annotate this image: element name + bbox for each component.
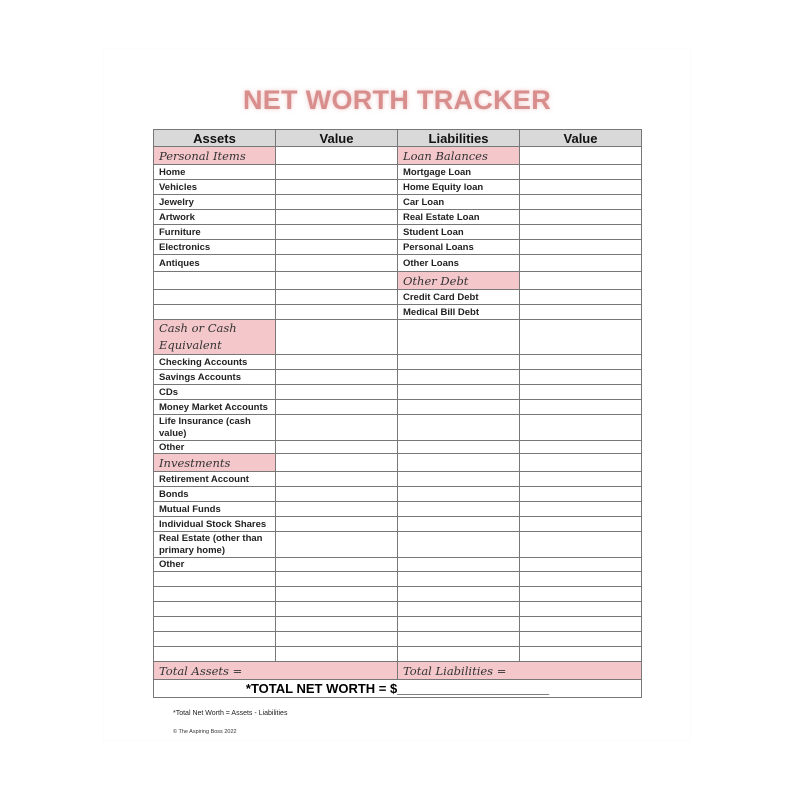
table-row [154, 180, 642, 195]
page-title: NET WORTH TRACKER [242, 85, 552, 115]
value-cell[interactable] [520, 558, 642, 572]
asset-label: Other [154, 441, 276, 454]
asset-label: Artwork [154, 210, 276, 225]
loan-balances-heading: Loan Balances [398, 147, 520, 165]
table-row [154, 532, 642, 558]
value-cell[interactable] [520, 532, 642, 558]
table-row [154, 355, 642, 370]
blank-cell[interactable] [154, 632, 276, 647]
value-cell[interactable] [276, 572, 398, 587]
value-cell[interactable] [520, 355, 642, 370]
total-liabilities-field[interactable]: Total Liabilities = [398, 662, 642, 680]
value-cell[interactable] [276, 210, 398, 225]
value-cell[interactable] [276, 305, 398, 320]
value-cell[interactable] [520, 647, 642, 662]
value-cell[interactable] [276, 454, 398, 472]
cash-heading: Cash or Cash Equivalent [154, 320, 276, 355]
table-row [154, 195, 642, 210]
net-worth-table [153, 129, 642, 698]
blank-cell[interactable] [398, 385, 520, 400]
table-row [154, 632, 642, 647]
asset-label: Home [154, 165, 276, 180]
value-cell[interactable] [276, 441, 398, 454]
asset-label: Real Estate (other than primary home) [154, 532, 276, 558]
value-cell[interactable] [520, 454, 642, 472]
blank-cell[interactable] [398, 572, 520, 587]
value-cell[interactable] [276, 195, 398, 210]
liability-label: Other Loans [398, 255, 520, 272]
value-cell[interactable] [276, 225, 398, 240]
asset-label: Antiques [154, 255, 276, 272]
blank-cell[interactable] [154, 602, 276, 617]
assets-header: Assets [154, 130, 276, 147]
table-row [154, 240, 642, 255]
value-cell[interactable] [520, 472, 642, 487]
value-cell[interactable] [276, 532, 398, 558]
value-cell[interactable] [276, 385, 398, 400]
value-cell[interactable] [276, 320, 398, 355]
liability-value-header: Value [520, 130, 642, 147]
table-row [154, 415, 642, 441]
asset-label: Retirement Account [154, 472, 276, 487]
asset-label: Electronics [154, 240, 276, 255]
header-row [154, 130, 642, 147]
value-cell[interactable] [276, 487, 398, 502]
value-cell[interactable] [520, 441, 642, 454]
liability-label: Real Estate Loan [398, 210, 520, 225]
value-cell[interactable] [520, 272, 642, 290]
value-cell[interactable] [520, 180, 642, 195]
value-cell[interactable] [276, 502, 398, 517]
blank-cell[interactable] [398, 400, 520, 415]
value-cell[interactable] [520, 225, 642, 240]
blank-cell[interactable] [398, 602, 520, 617]
value-cell[interactable] [276, 240, 398, 255]
liability-label: Medical Bill Debt [398, 305, 520, 320]
value-cell[interactable] [276, 290, 398, 305]
blank-cell[interactable] [398, 587, 520, 602]
table-row [154, 472, 642, 487]
table-row [154, 165, 642, 180]
personal-items-heading: Personal Items [154, 147, 276, 165]
table-row [154, 370, 642, 385]
asset-label: Bonds [154, 487, 276, 502]
value-cell[interactable] [276, 517, 398, 532]
value-cell[interactable] [520, 602, 642, 617]
liability-label: Student Loan [398, 225, 520, 240]
value-cell[interactable] [520, 165, 642, 180]
value-cell[interactable] [520, 240, 642, 255]
table-row [154, 572, 642, 587]
value-cell[interactable] [276, 587, 398, 602]
liability-label: Mortgage Loan [398, 165, 520, 180]
asset-label: CDs [154, 385, 276, 400]
liability-label: Home Equity loan [398, 180, 520, 195]
blank-cell[interactable] [398, 355, 520, 370]
asset-label: Life Insurance (cash value) [154, 415, 276, 441]
blank-cell[interactable] [398, 441, 520, 454]
blank-cell[interactable] [154, 290, 276, 305]
value-cell[interactable] [520, 617, 642, 632]
asset-label: Furniture [154, 225, 276, 240]
value-cell[interactable] [520, 632, 642, 647]
table-row [154, 255, 642, 272]
blank-cell[interactable] [154, 272, 276, 290]
blank-cell[interactable] [154, 305, 276, 320]
value-cell[interactable] [520, 290, 642, 305]
blank-cell[interactable] [398, 472, 520, 487]
blank-cell[interactable] [398, 454, 520, 472]
blank-cell[interactable] [398, 370, 520, 385]
table-row [154, 647, 642, 662]
table-row [154, 602, 642, 617]
value-cell[interactable] [276, 147, 398, 165]
value-cell[interactable] [520, 305, 642, 320]
blank-cell[interactable] [154, 617, 276, 632]
asset-label: Mutual Funds [154, 502, 276, 517]
copyright: © The Aspiring Boss 2022 [173, 729, 237, 735]
liability-label: Personal Loans [398, 240, 520, 255]
blank-cell[interactable] [398, 647, 520, 662]
asset-label: Savings Accounts [154, 370, 276, 385]
value-cell[interactable] [520, 502, 642, 517]
blank-cell[interactable] [398, 502, 520, 517]
value-cell[interactable] [520, 415, 642, 441]
table-row [154, 305, 642, 320]
investments-heading: Investments [154, 454, 276, 472]
value-cell[interactable] [520, 147, 642, 165]
table-row [154, 441, 642, 454]
total-net-worth-field[interactable]: *TOTAL NET WORTH = $_____________________ [154, 680, 642, 698]
blank-cell[interactable] [398, 558, 520, 572]
table-row [154, 587, 642, 602]
liability-label: Credit Card Debt [398, 290, 520, 305]
table-row [154, 225, 642, 240]
blank-cell[interactable] [398, 632, 520, 647]
table-row [154, 272, 642, 290]
liability-label: Car Loan [398, 195, 520, 210]
table-row [154, 502, 642, 517]
footnote: *Total Net Worth = Assets - Liabilities [173, 710, 288, 717]
value-cell[interactable] [276, 272, 398, 290]
blank-cell[interactable] [398, 320, 520, 355]
value-cell[interactable] [276, 472, 398, 487]
blank-cell[interactable] [398, 617, 520, 632]
asset-label: Individual Stock Shares [154, 517, 276, 532]
value-cell[interactable] [276, 355, 398, 370]
value-cell[interactable] [276, 255, 398, 272]
table-row [154, 400, 642, 415]
value-cell[interactable] [276, 617, 398, 632]
value-cell[interactable] [520, 255, 642, 272]
value-cell[interactable] [520, 487, 642, 502]
value-cell[interactable] [520, 572, 642, 587]
table-row [154, 147, 642, 165]
value-cell[interactable] [520, 587, 642, 602]
value-cell[interactable] [520, 320, 642, 355]
liabilities-header: Liabilities [398, 130, 520, 147]
value-cell[interactable] [276, 180, 398, 195]
asset-label: Money Market Accounts [154, 400, 276, 415]
blank-cell[interactable] [154, 647, 276, 662]
value-cell[interactable] [276, 647, 398, 662]
value-cell[interactable] [276, 400, 398, 415]
table-row [154, 487, 642, 502]
value-cell[interactable] [276, 602, 398, 617]
totals-row [154, 662, 642, 680]
value-cell[interactable] [520, 400, 642, 415]
value-cell[interactable] [520, 370, 642, 385]
other-debt-heading: Other Debt [398, 272, 520, 290]
table-row [154, 617, 642, 632]
blank-cell[interactable] [154, 587, 276, 602]
asset-label: Checking Accounts [154, 355, 276, 370]
value-cell[interactable] [276, 632, 398, 647]
value-cell[interactable] [276, 558, 398, 572]
blank-cell[interactable] [398, 517, 520, 532]
value-cell[interactable] [276, 415, 398, 441]
table-row [154, 290, 642, 305]
value-cell[interactable] [276, 165, 398, 180]
table-row [154, 385, 642, 400]
value-cell[interactable] [520, 385, 642, 400]
table-row [154, 210, 642, 225]
net-worth-row [154, 680, 642, 698]
asset-value-header: Value [276, 130, 398, 147]
blank-cell[interactable] [398, 415, 520, 441]
value-cell[interactable] [520, 195, 642, 210]
blank-cell[interactable] [398, 487, 520, 502]
asset-label: Vehicles [154, 180, 276, 195]
value-cell[interactable] [520, 517, 642, 532]
value-cell[interactable] [520, 210, 642, 225]
blank-cell[interactable] [398, 532, 520, 558]
total-assets-field[interactable]: Total Assets = [154, 662, 398, 680]
table-row [154, 517, 642, 532]
table-row [154, 558, 642, 572]
table-row [154, 320, 642, 355]
asset-label: Jewelry [154, 195, 276, 210]
asset-label: Other [154, 558, 276, 572]
blank-cell[interactable] [154, 572, 276, 587]
table-row [154, 454, 642, 472]
value-cell[interactable] [276, 370, 398, 385]
